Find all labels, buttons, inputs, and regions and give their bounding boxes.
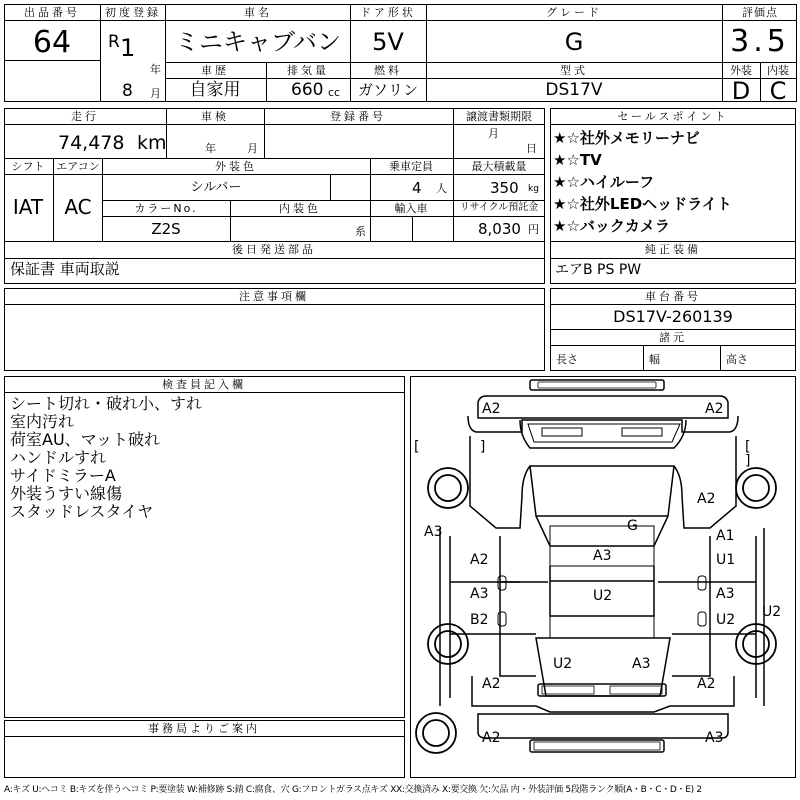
damage-mark-right-front-door-1: A1 [716, 528, 735, 544]
max-load-unit: kg [528, 184, 539, 194]
door-value: 5V [372, 28, 404, 56]
import-label: 輸入車 [394, 202, 428, 215]
first-reg-year: 1 [120, 34, 136, 62]
fuel-label: 燃料 [374, 64, 402, 77]
displacement-label: 排気量 [287, 64, 329, 77]
color-no-value: Z2S [151, 220, 181, 238]
sales-point-item: ★☆バックカメラ [553, 217, 670, 235]
damage-mark-right-rear-door-2: U2 [716, 612, 736, 628]
capacity-value: 4 [412, 179, 422, 197]
sales-point-item: ★☆社外LEDヘッドライト [553, 195, 732, 213]
reg-number-label: 登録番号 [330, 110, 386, 123]
recycle-label: リサイクル預託金 [459, 202, 539, 213]
interior-label: 内装 [767, 64, 789, 77]
chassis-value: DS17V-260139 [613, 307, 733, 326]
inspector-note: スタッドレスタイヤ [10, 502, 154, 521]
first-reg-era: R [108, 32, 120, 52]
int-color-label: 内装色 [279, 202, 321, 215]
mileage-value: 74,478 [58, 132, 125, 154]
damage-mark-rear-bumper-right: A3 [705, 730, 724, 746]
sales-point-item: ★☆社外メモリーナビ [553, 129, 700, 147]
damage-mark-rear-right-panel: A3 [632, 656, 651, 672]
history-value: 自家用 [189, 80, 241, 100]
damage-mark-right-rear-door: A3 [716, 586, 735, 602]
damage-mark-roof-rear: U2 [593, 588, 613, 604]
inspection-label: 車検 [201, 110, 229, 123]
shift-value: IAT [12, 195, 44, 219]
genuine-equipment-label: 純正装備 [645, 243, 701, 256]
damage-mark-right-front-fender: A2 [697, 491, 716, 507]
damage-mark-rear-left-fender: A2 [482, 676, 501, 692]
ext-color-value: シルバー [190, 180, 242, 195]
model-value: DS17V [545, 80, 603, 100]
inspection-year: 年 [205, 142, 216, 155]
inspector-label: 検査員記入欄 [162, 378, 246, 391]
inspector-note: 外装うすい線傷 [10, 484, 123, 503]
damage-mark-rear-right-fender: A2 [697, 676, 716, 692]
inspector-note: 室内汚れ [10, 412, 75, 431]
capacity-label: 乗車定員 [389, 160, 433, 173]
bracket-left: [ ] [414, 439, 514, 455]
sales-point-item: ★☆TV [553, 151, 602, 169]
damage-mark-left-front-panel: A3 [424, 524, 443, 540]
damage-mark-right-front-door-2: U1 [716, 552, 736, 568]
score-label: 評価点 [742, 6, 778, 19]
damage-mark-left-front-door: A2 [470, 552, 489, 568]
transfer-day: 日 [526, 142, 537, 155]
height-label: 高さ [726, 353, 748, 366]
door-label: ドア形状 [360, 6, 416, 19]
damage-mark-front-left: A2 [482, 401, 501, 417]
shift-label: シフト [11, 160, 45, 173]
office-label: 事務局よりご案内 [148, 722, 260, 735]
chassis-label: 車台番号 [645, 290, 701, 303]
displacement-unit: cc [328, 86, 341, 99]
length-label: 長さ [556, 353, 578, 366]
inspector-note: シート切れ・破れ小、すれ [10, 394, 203, 413]
month-unit: 月 [150, 87, 161, 100]
max-load-label: 最大積載量 [471, 160, 527, 173]
genuine-equipment-value: エアB PS PW [555, 262, 642, 278]
later-parts-label: 後日発送部品 [232, 243, 316, 256]
caution-label: 注意事項欄 [239, 290, 309, 303]
history-label: 車歴 [201, 64, 229, 77]
ext-color-label: 外装色 [215, 160, 257, 173]
car-name: ミニキャブバン [174, 28, 342, 56]
lot-label: 出品番号 [24, 6, 80, 19]
ac-label: エアコン [56, 160, 100, 173]
damage-mark-rear-bumper-left: A2 [482, 730, 501, 746]
inspector-note: 荷室AU、マット破れ [10, 430, 161, 449]
grade-label: グレード [546, 6, 602, 19]
inspector-notes [10, 395, 202, 521]
exterior-label: 外装 [730, 64, 752, 77]
model-label: 型式 [560, 64, 588, 77]
dims-label: 諸元 [659, 331, 687, 344]
int-color-unit: 系 [355, 225, 366, 238]
score-value: 3.5 [730, 24, 790, 59]
lot-value: 64 [32, 25, 72, 60]
legend: A:キズ U:ヘコミ B:キズを伴うヘコミ P:要塗装 W:補修跡 S:錆 C:腐食、穴 G:フロントガラス点キズ XX:交換済み X:要交換 欠:欠品 内・外装評価 5段階ランク順(A・B・C・D・E) 2 [4, 785, 702, 795]
recycle-value: 8,030 [478, 220, 521, 238]
mileage-label: 走行 [71, 110, 99, 123]
damage-mark-left-rear-door-2: B2 [470, 612, 489, 628]
year-unit: 年 [150, 63, 161, 76]
car-name-label: 車名 [244, 6, 272, 19]
color-no-label: カラーNo. [134, 202, 198, 215]
car-diagram [410, 376, 796, 778]
inspector-note: サイドミラーA [10, 466, 116, 485]
first-reg-label: 初度登録 [105, 6, 161, 19]
later-parts-value: 保証書 車両取説 [10, 260, 120, 278]
grade-value: G [564, 28, 584, 56]
sales-points-label: セールスポイント [617, 110, 729, 123]
inspector-note: ハンドルすれ [10, 448, 107, 467]
transfer-label: 譲渡書類期限 [466, 110, 532, 123]
interior-value: C [769, 77, 787, 105]
inspection-month: 月 [247, 142, 258, 155]
bracket-right: [ ] [745, 439, 779, 469]
damage-mark-roof-front: A3 [593, 548, 612, 564]
transfer-month: 月 [488, 127, 499, 140]
sales-point-item: ★☆ハイルーフ [553, 173, 655, 191]
damage-mark-left-rear-door-1: A3 [470, 586, 489, 602]
mileage-unit: km [137, 132, 167, 154]
recycle-unit: 円 [528, 223, 539, 236]
damage-mark-windshield: G [627, 518, 638, 534]
damage-mark-front-right: A2 [705, 401, 724, 417]
first-reg-month: 8 [122, 81, 133, 101]
exterior-value: D [731, 77, 751, 105]
max-load-value: 350 [490, 179, 519, 197]
capacity-unit: 人 [436, 182, 447, 195]
displacement-value: 660 [291, 80, 324, 100]
fuel-value: ガソリン [357, 81, 419, 99]
damage-mark-rear-left-panel: U2 [553, 656, 573, 672]
damage-mark-right-rear-side: U2 [762, 604, 782, 620]
width-label: 幅 [649, 353, 660, 366]
ac-value: AC [64, 195, 92, 219]
